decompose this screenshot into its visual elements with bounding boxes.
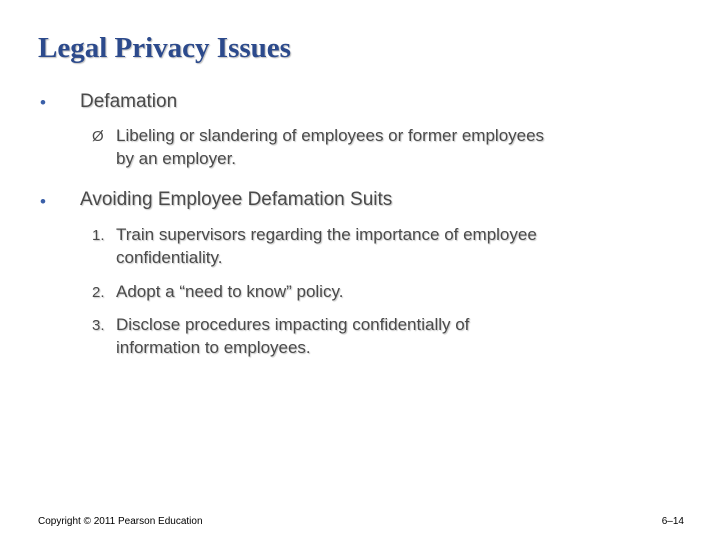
footer-page-number: 6–14 <box>661 516 684 527</box>
bullet-icon: • <box>40 192 46 211</box>
footer-copyright: Copyright © 2011 Pearson Education <box>38 516 203 527</box>
list-number: 1. <box>92 227 105 244</box>
list-number: 2. <box>92 284 105 301</box>
list-item-line: Adopt a “need to know” policy. <box>116 282 344 301</box>
list-item-line: information to employees. <box>116 338 311 357</box>
list-item-line: confidentiality. <box>116 248 223 267</box>
bullet-heading-avoiding: Avoiding Employee Defamation Suits <box>80 189 393 210</box>
sub-bullet-line: by an employer. <box>116 149 237 168</box>
slide-title: Legal Privacy Issues <box>38 32 291 64</box>
bullet-icon: • <box>40 93 46 112</box>
bullet-heading-defamation: Defamation <box>80 91 178 112</box>
list-item-line: Train supervisors regarding the importance of employee <box>116 225 537 244</box>
sub-bullet-line: Libeling or slandering of employees or former employees <box>116 126 545 145</box>
list-number: 3. <box>92 317 105 334</box>
list-item-line: Disclose procedures impacting confidentially of <box>116 315 470 334</box>
arrow-bullet-icon: Ø <box>92 128 104 145</box>
